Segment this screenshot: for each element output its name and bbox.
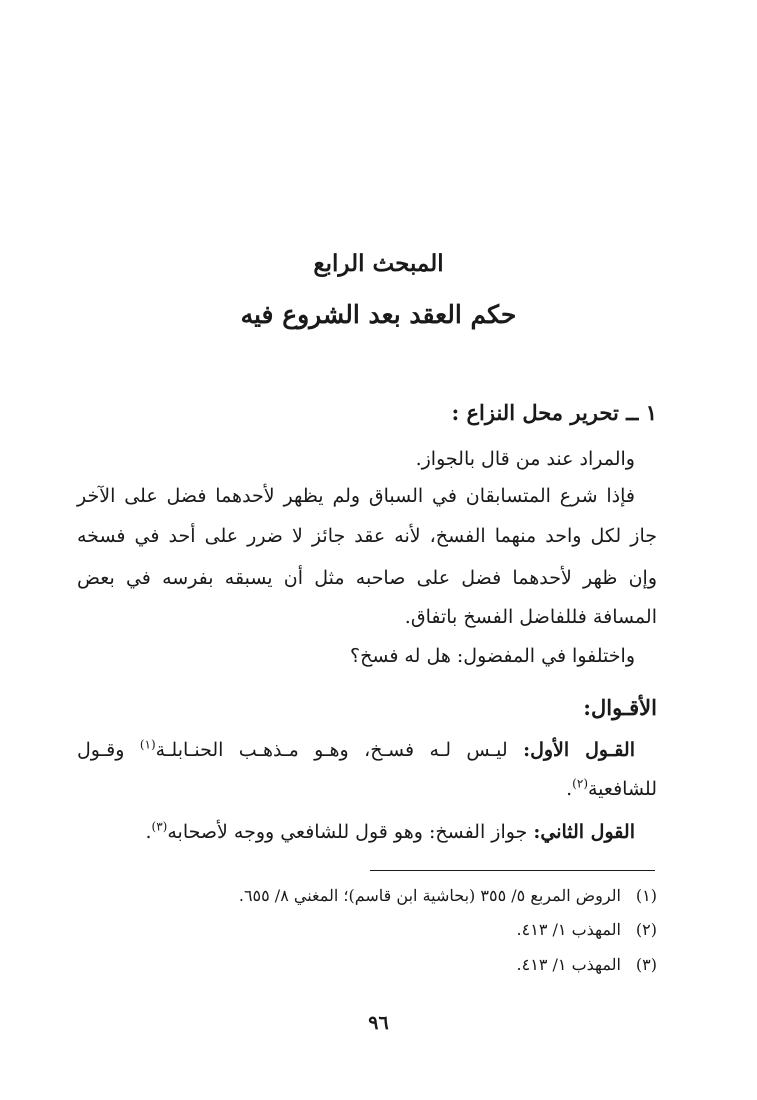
paragraph-line: المسافة فللفاضل الفسخ باتفاق. xyxy=(404,606,657,628)
second-opinion xyxy=(77,817,635,847)
paragraph-line: فإذا شرع المتسابقان في السباق ولم يظهر لأحدهما فضل على الآخر xyxy=(77,485,635,507)
page-number: ٩٦ xyxy=(368,1012,389,1034)
point-title: ١ ــ تحرير محل النزاع : xyxy=(451,400,657,425)
footnote xyxy=(77,917,657,943)
first-opinion-line2: للشافعية xyxy=(588,778,657,800)
footnote-divider xyxy=(370,870,655,871)
first-opinion-continued xyxy=(77,774,657,804)
page-title: حكم العقد بعد الشروع فيه xyxy=(240,300,517,329)
second-opinion-label: القول الثاني: xyxy=(533,821,635,843)
footnote-ref: (١) xyxy=(139,737,156,752)
first-opinion-text: ليـس لـه فسـخ، وهـو مـذهـب الحنـابلـة xyxy=(155,739,524,761)
opinions-title: الأقـوال: xyxy=(583,695,657,720)
first-opinion xyxy=(77,735,635,765)
footnote-ref: (٢) xyxy=(572,776,588,791)
footnote-text: المهذب ١/ ٤١٣. xyxy=(516,920,621,939)
paragraph-line: جاز لكل واحد منهما الفسخ، لأنه عقد جائز لا ضرر على أحد في فسخه xyxy=(77,525,657,547)
footnote-number: (١) xyxy=(635,886,657,905)
paragraph-line: وإن ظهر لأحدهما فضل على صاحبه مثل أن يسبقه بفرسه في بعض xyxy=(77,567,657,589)
footnote-number: (٢) xyxy=(635,920,657,939)
footnote-number: (٣) xyxy=(635,955,657,974)
paragraph-line: والمراد عند من قال بالجواز. xyxy=(415,448,635,470)
first-opinion-label: القـول الأول: xyxy=(523,739,635,761)
paragraph-line: واختلفوا في المفضول: هل له فسخ؟ xyxy=(350,645,635,667)
second-opinion-text: جواز الفسخ: وهو قول للشافعي ووجه لأصحابه xyxy=(167,821,534,843)
first-opinion-tail: وقـول xyxy=(77,739,140,761)
first-opinion-end: . xyxy=(566,778,573,800)
second-opinion-end: . xyxy=(145,821,152,843)
section-heading: المبحث الرابع xyxy=(313,250,444,277)
footnote-text: المهذب ١/ ٤١٣. xyxy=(516,955,621,974)
footnote-text: الروض المربع ٥/ ٣٥٥ (بحاشية ابن قاسم)؛ المغني ٨/ ٦٥٥. xyxy=(238,886,621,905)
footnote xyxy=(77,952,657,978)
footnote-ref: (٣) xyxy=(151,819,168,834)
footnote xyxy=(77,883,657,909)
